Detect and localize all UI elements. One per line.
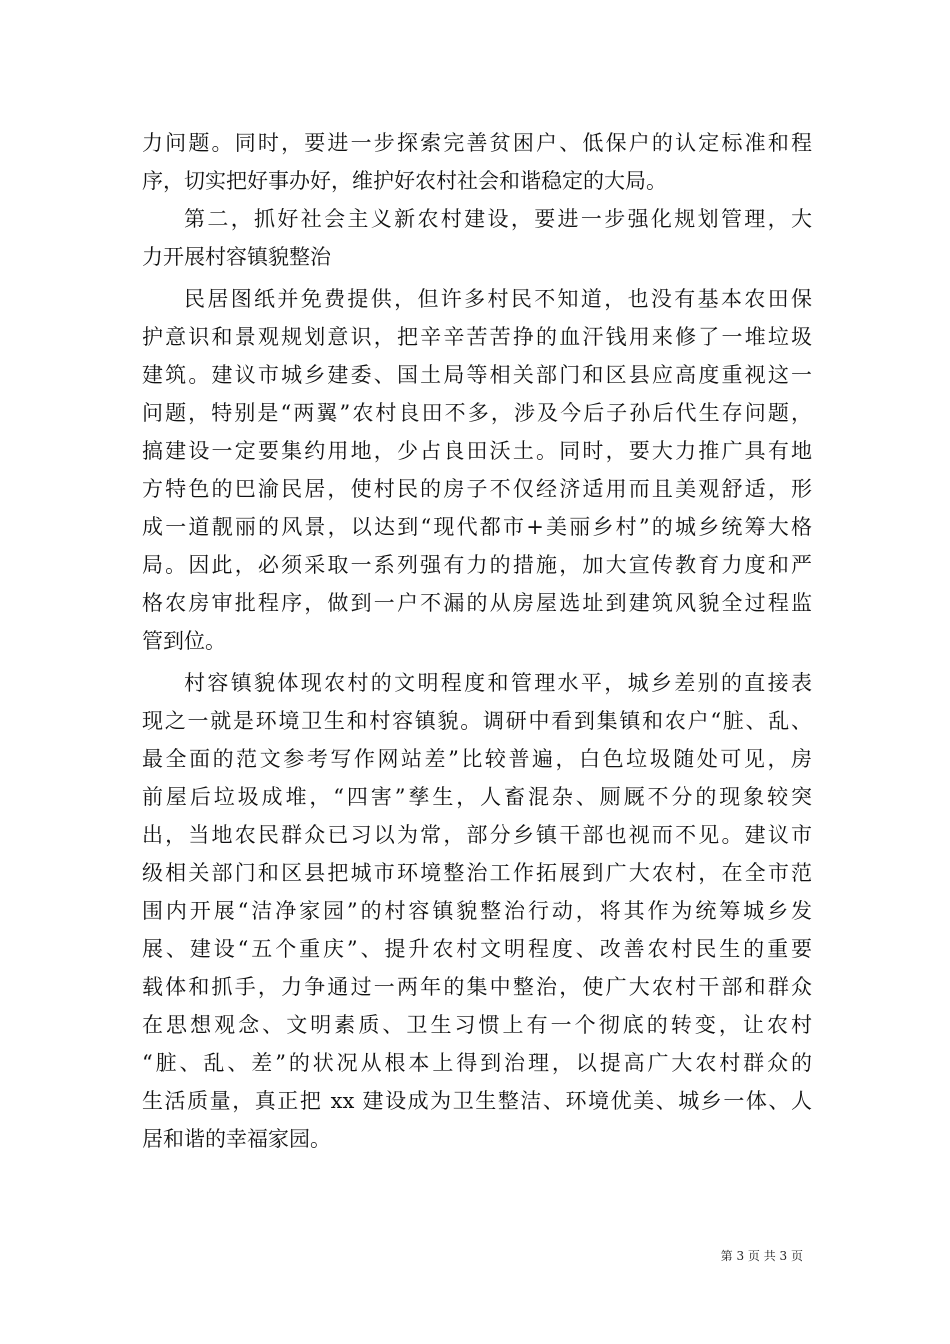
text-line: 局。因此，必须采取一系列强有力的措施，加大宣传教育力度和严 <box>142 553 812 577</box>
text-line: 序，切实把好事办好，维护好农村社会和谐稳定的大局。 <box>142 169 667 193</box>
text-line: 管到位。 <box>142 629 226 653</box>
text-line: 民居图纸并免费提供，但许多村民不知道，也没有基本农田保 <box>184 287 812 311</box>
page-number-footer: 第 3 页 共 3 页 <box>720 1249 803 1263</box>
paragraph-2 <box>142 200 812 276</box>
text-line: 力问题。同时，要进一步探索完善贫困户、低保户的认定标准和程 <box>142 131 812 155</box>
text-line: 最全面的范文参考写作网站差”比较普遍，白色垃圾随处可见，房 <box>142 747 812 771</box>
text-line: 展、建设“五个重庆”、提升农村文明程度、改善农村民生的重要 <box>142 937 812 961</box>
paragraph-4 <box>142 664 812 1158</box>
text-line: 建筑。建议市城乡建委、国土局等相关部门和区县应高度重视这一 <box>142 363 812 387</box>
text-line: 生活质量，真正把 xx 建设成为卫生整洁、环境优美、城乡一体、人 <box>142 1089 812 1113</box>
paragraph-3 <box>142 280 812 660</box>
text-line: 出，当地农民群众已习以为常，部分乡镇干部也视而不见。建议市 <box>142 823 812 847</box>
text-line: 成一道靓丽的风景，以达到“现代都市+美丽乡村”的城乡统筹大格 <box>142 515 812 539</box>
text-line: 在思想观念、文明素质、卫生习惯上有一个彻底的转变，让农村 <box>142 1013 812 1037</box>
text-line: 护意识和景观规划意识，把辛辛苦苦挣的血汗钱用来修了一堆垃圾 <box>142 325 812 349</box>
text-line: 围内开展“洁净家园”的村容镇貌整治行动，将其作为统筹城乡发 <box>142 899 812 923</box>
section-heading-line: 力开展村容镇貌整治 <box>142 245 331 269</box>
text-line: 现之一就是环境卫生和村容镇貌。调研中看到集镇和农户“脏、乱、 <box>142 709 812 733</box>
text-line: 载体和抓手，力争通过一两年的集中整治，使广大农村干部和群众 <box>142 975 812 999</box>
document-body <box>142 124 812 1158</box>
text-line: “脏、乱、差”的状况从根本上得到治理，以提高广大农村群众的 <box>142 1051 812 1075</box>
text-line: 级相关部门和区县把城市环境整治工作拓展到广大农村，在全市范 <box>142 861 812 885</box>
text-line: 搞建设一定要集约用地，少占良田沃土。同时，要大力推广具有地 <box>142 439 812 463</box>
section-heading-line: 第二，抓好社会主义新农村建设，要进一步强化规划管理，大 <box>184 207 812 231</box>
text-line: 前屋后垃圾成堆，“四害”孳生，人畜混杂、厕厩不分的现象较突 <box>142 785 812 809</box>
text-line: 居和谐的幸福家园。 <box>142 1127 331 1151</box>
text-line: 方特色的巴渝民居，使村民的房子不仅经济适用而且美观舒适，形 <box>142 477 812 501</box>
text-line: 问题，特别是“两翼”农村良田不多，涉及今后子孙后代生存问题， <box>142 401 812 425</box>
text-line: 村容镇貌体现农村的文明程度和管理水平，城乡差别的直接表 <box>184 671 812 695</box>
paragraph-1 <box>142 124 812 200</box>
text-line: 格农房审批程序，做到一户不漏的从房屋选址到建筑风貌全过程监 <box>142 591 812 615</box>
